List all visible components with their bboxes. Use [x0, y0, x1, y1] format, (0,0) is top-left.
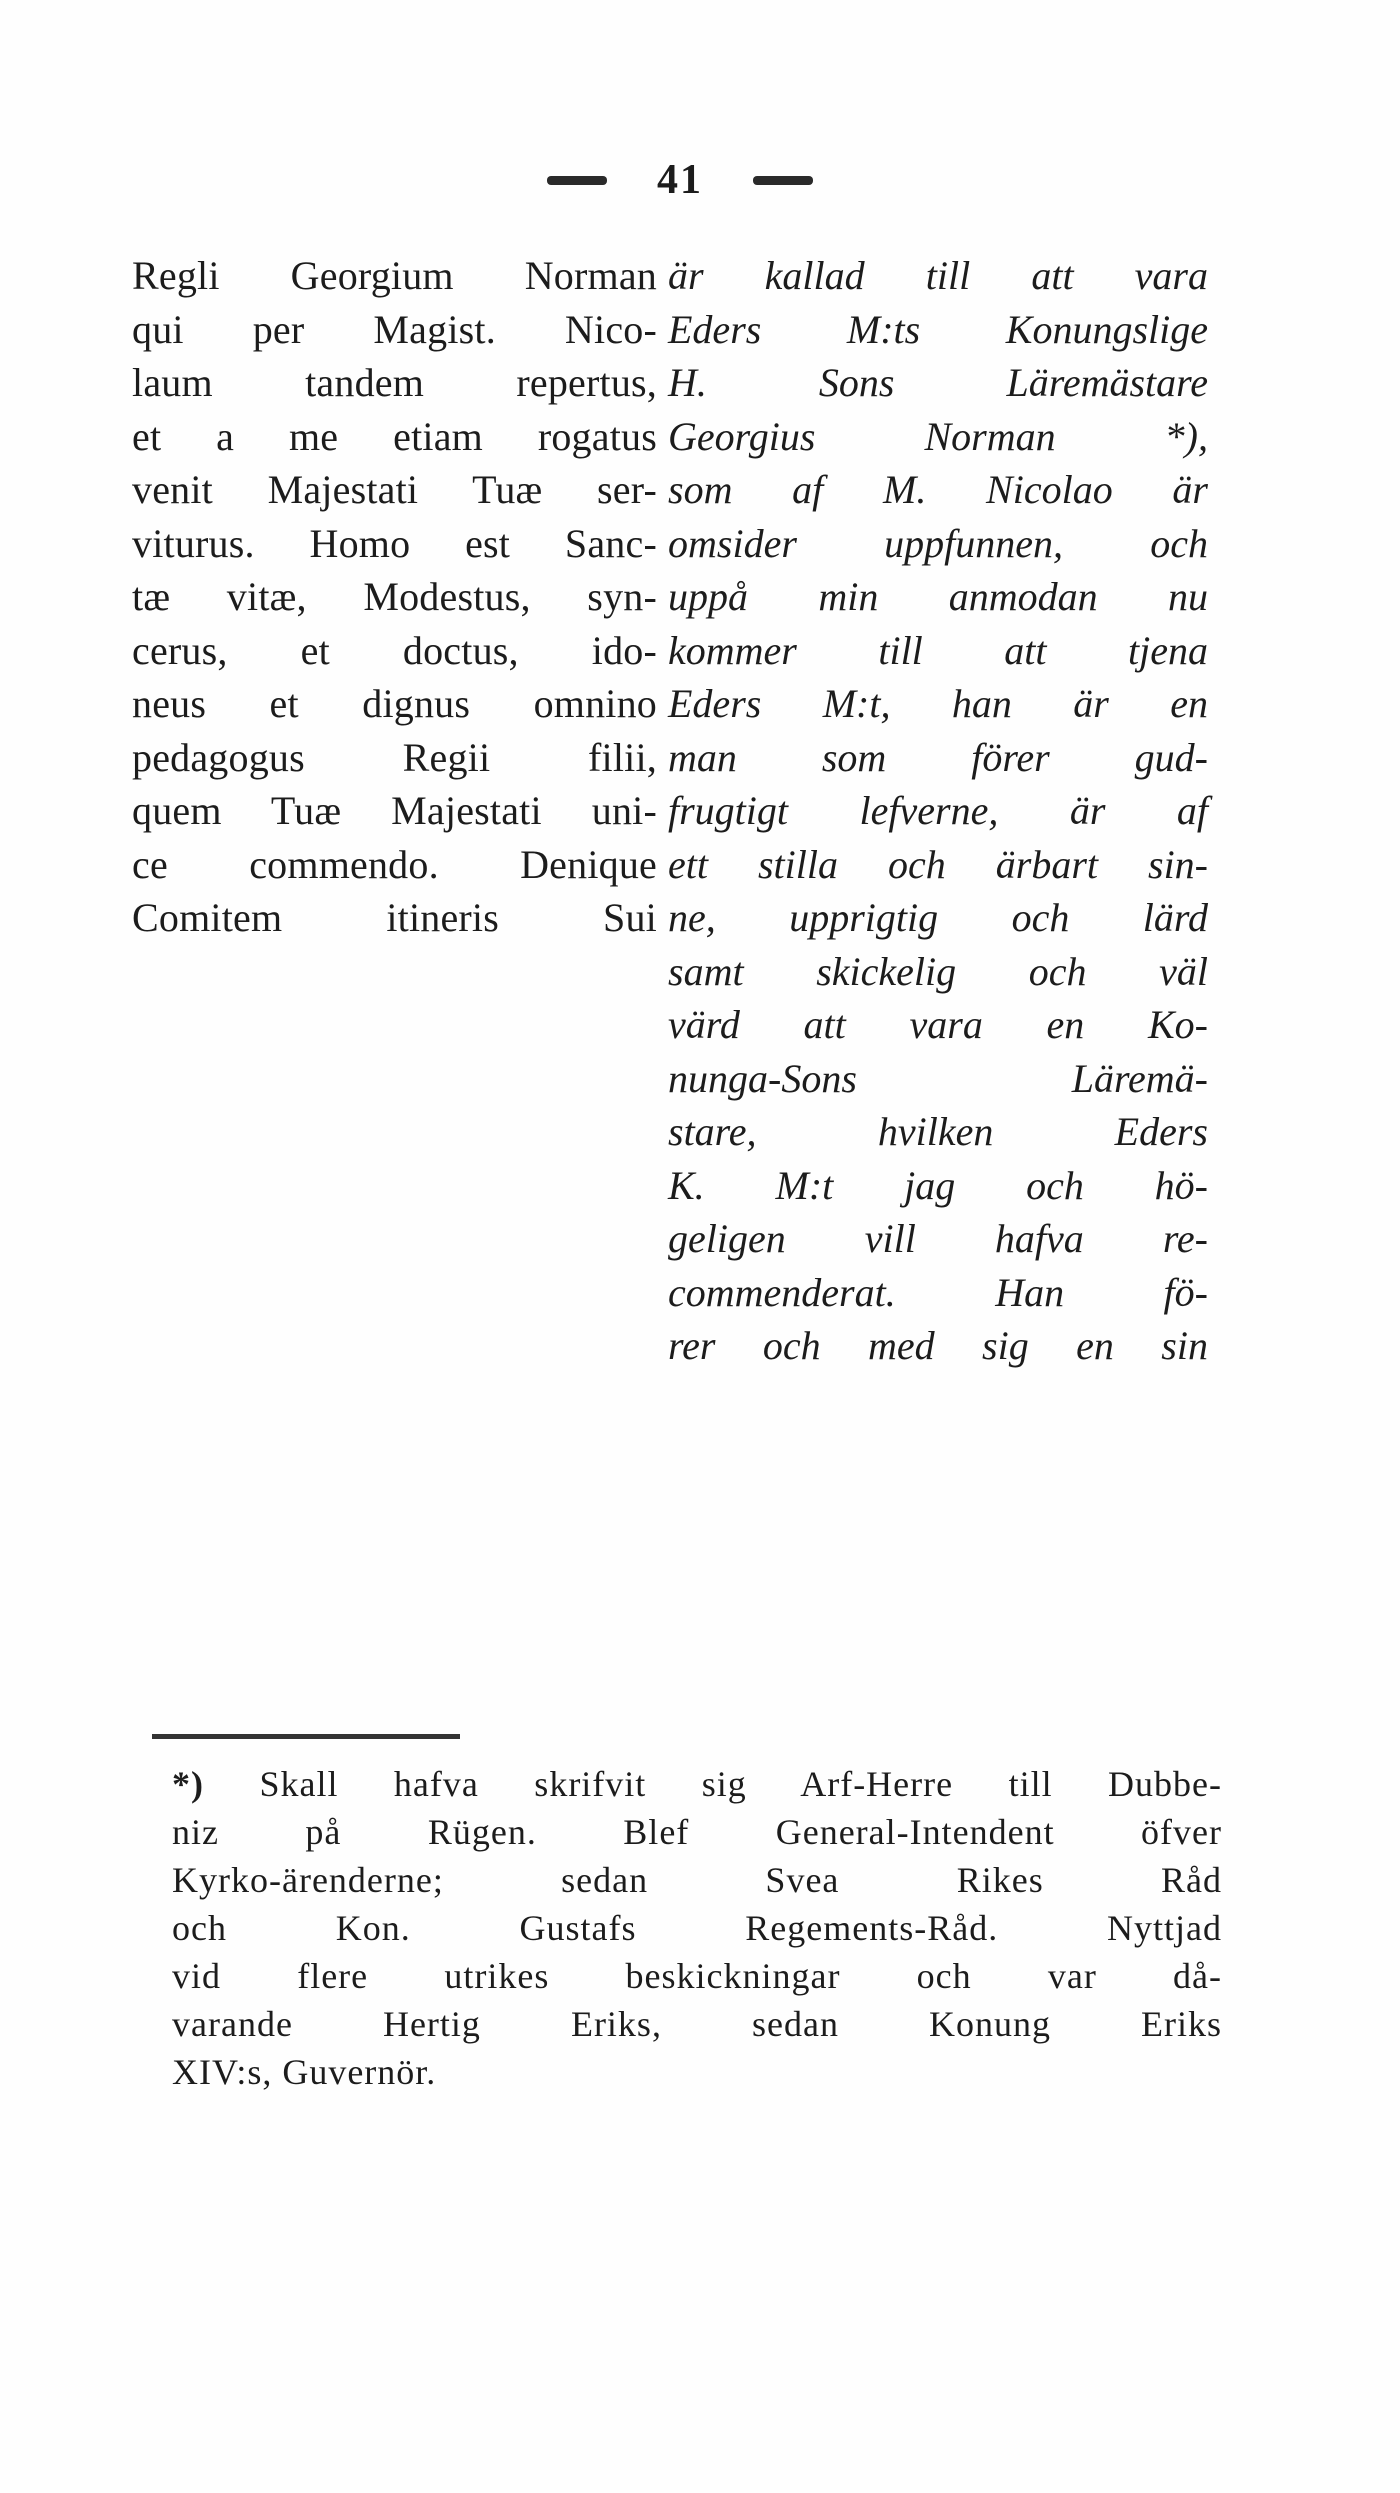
swedish-line: omsider uppfunnen, och [668, 520, 1208, 566]
swedish-line: Georgius Norman *), [668, 413, 1208, 459]
latin-line: neus et dignus omnino [132, 681, 657, 726]
footnote-marker: *) [172, 1764, 204, 1804]
footnote-line [172, 1760, 1222, 1808]
latin-line: Regli Georgium Norman [132, 253, 657, 298]
footnote-rule [152, 1734, 460, 1739]
swedish-line: uppå min anmodan nu [668, 574, 1208, 619]
swedish-line: K. M:t jag och hö- [668, 1162, 1208, 1208]
latin-line: cerus, et doctus, ido- [132, 627, 657, 673]
latin-line: viturus. Homo est Sanc- [132, 520, 657, 566]
header-ornament-right [753, 176, 813, 185]
swedish-line: commenderat. Han fö- [668, 1269, 1208, 1315]
swedish-line: H. Sons Läremästare [668, 360, 1208, 405]
swedish-column [668, 249, 1208, 1373]
latin-line: quem Tuæ Majestati uni- [132, 788, 657, 833]
latin-line: tæ vitæ, Modestus, syn- [132, 574, 657, 619]
swedish-line: ett stilla och ärbart sin- [668, 841, 1208, 887]
latin-line: Comitem itineris Sui [132, 895, 657, 940]
swedish-line: man som förer gud- [668, 734, 1208, 780]
latin-column [132, 249, 657, 945]
page-number: 41 [657, 157, 703, 203]
swedish-line: samt skickelig och väl [668, 948, 1208, 994]
footnote-line: vid flere utrikes beskickningar och var då- [172, 1956, 1222, 1996]
latin-line: qui per Magist. Nico- [132, 306, 657, 352]
swedish-line: värd att vara en Ko- [668, 1002, 1208, 1047]
swedish-line: som af M. Nicolao är [668, 467, 1208, 512]
latin-line: et a me etiam rogatus [132, 413, 657, 459]
latin-line: pedagogus Regii filii, [132, 734, 657, 780]
header-ornament-left [547, 176, 607, 185]
footnote-line: niz på Rügen. Blef General-Intendent öfver [172, 1812, 1222, 1852]
latin-line: laum tandem repertus, [132, 360, 657, 405]
footnote-line: varande Hertig Eriks, sedan Konung Eriks [172, 2004, 1222, 2044]
swedish-line: rer och med sig en sin [668, 1323, 1208, 1368]
footnote-line: XIV:s, Guvernör. [172, 2052, 437, 2092]
footnote-line-text: Skall hafva skrifvit sig Arf-Herre till Dubbe- [259, 1764, 1222, 1804]
swedish-line: stare, hvilken Eders [668, 1109, 1208, 1154]
footnote-line: och Kon. Gustafs Regements-Råd. Nyttjad [172, 1908, 1222, 1948]
swedish-line: ne, upprigtig och lärd [668, 895, 1208, 940]
footnote [172, 1760, 1222, 2096]
page-header [470, 150, 890, 210]
latin-line: venit Majestati Tuæ ser- [132, 467, 657, 512]
swedish-line: Eders M:ts Konungslige [668, 306, 1208, 352]
swedish-line: nunga-Sons Läremä- [668, 1055, 1208, 1101]
swedish-line: Eders M:t, han är en [668, 681, 1208, 726]
swedish-line: geligen vill hafva re- [668, 1216, 1208, 1261]
swedish-line: kommer till att tjena [668, 627, 1208, 673]
latin-line: ce commendo. Denique [132, 841, 657, 887]
swedish-line: är kallad till att vara [668, 253, 1208, 298]
footnote-line: Kyrko-ärenderne; sedan Svea Rikes Råd [172, 1860, 1222, 1900]
swedish-line: frugtigt lefverne, är af [668, 788, 1208, 833]
